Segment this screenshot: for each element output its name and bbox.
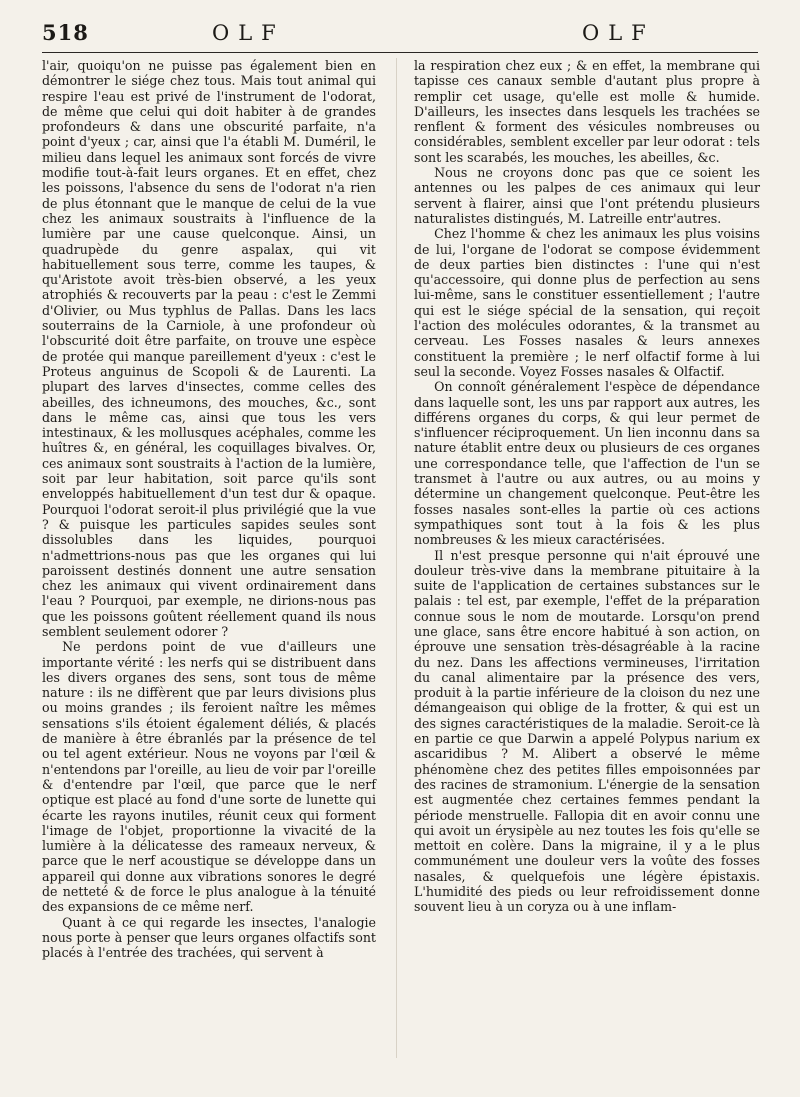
- paragraph: la respiration chez eux ; & en effet, la membrane qui tapisse ces canaux semble d'autant plus propre à remplir cet usage, qu'elle est molle & humide. D'ailleurs, les insectes dans lesquels les trachées se renflent & forment des vésicules nombreuses ou considérables, semblent exceller par leur odorat : tels sont les scarabés, les mouches, les abeilles, &c.: [414, 58, 760, 165]
- column-gutter: [396, 58, 397, 1058]
- paragraph: Chez l'homme & chez les animaux les plus voisins de lui, l'organe de l'odorat se compose évidemment de deux parties bien distinctes : l'une qui n'est qu'accessoire, qui donne plus de perfection au sens lui-même, sans le constituer essentiellement ; l'autre qui est le siége spécial de la sensation, qui reçoit l'action des molécules odorantes, & la transmet au cerveau. Les Fosses nasales & leurs annexes constituent la première ; le nerf olfactif forme à lui seul la seconde. Voyez Fosses nasales & Olfactif.: [414, 226, 760, 379]
- paragraph: Quant à ce qui regarde les insectes, l'analogie nous porte à penser que leurs organes olfactifs sont placés à l'entrée des trachées, qui servent à: [42, 914, 376, 961]
- paragraph: On connoît généralement l'espèce de dépendance dans laquelle sont, les uns par rapport aux autres, les différens organes du corps, & qui leur permet de s'influencer réciproquement. Un lien inconnu dans sa nature établit entre deux ou plusieurs de ces organes une correspondance telle, que l'affection de l'un se transmet à l'autre ou aux autres, ou au moins y détermine un changement quelconque. Peut-être les fosses nasales sont-elles la partie où ces actions sympathiques sont tout à la fois & les plus nombreuses & les mieux caractérisées.: [414, 379, 760, 548]
- page-number: 518: [42, 20, 89, 45]
- running-title-right: OLF: [582, 21, 655, 45]
- paragraph: Il n'est presque personne qui n'ait éprouvé une douleur très-vive dans la membrane pituitaire à la suite de l'application de certaines substances sur le palais : tel est, par exemple, l'effet de la préparation connue sous le nom de moutarde. Lorsqu'on prend une glace, sans être encore habitué à son action, on éprouve une sensation très-désagréable à la racine du nez. Dans les affections vermineuses, l'irritation du canal alimentaire par la présence des vers, produit à la partie inférieure de la cloison du nez une démangeaison qui oblige de la frotter, & qui est un des signes caractéristiques de la maladie. Seroit-ce là en partie ce que Darwin a appelé Polypus narium ex ascaridibus ? M. Alibert a observé le même phénomène chez des petites filles empoisonnées par des racines de stramonium. L'énergie de la sensation est augmentée chez certaines femmes pendant la période menstruelle. Fallopia dit en avoir connu une qui avoit un érysipèle au nez toutes les fois qu'elle se mettoit en colère. Dans la migraine, il y a le plus communément une douleur vers la voûte des fosses nasales, & quelquefois une légère épistaxis. L'humidité des pieds ou leur refroidissement donne souvent lieu à un coryza ou à une inflam-: [414, 547, 760, 915]
- running-title-left: OLF: [212, 21, 285, 45]
- paragraph: Ne perdons point de vue d'ailleurs une importante vérité : les nerfs qui se distribuent dans les divers organes des sens, sont tous de même nature : ils ne diffèrent que par leurs divisions plus ou moins grandes ; ils feroient naître les mêmes sensations s'ils étoient également déliés, & placés de manière à être ébranlés par la présence de tel ou tel agent extérieur. Nous ne voyons par l'œil & n'entendons par l'oreille, au lieu de voir par l'oreille & d'entendre par l'œil, que parce que le nerf optique est placé au fond d'une sorte de lunette qui écarte les rayons inutiles, réunit ceux qui forment l'image de l'objet, proportionne la vivacité de la lumière à la délicatesse des rameaux nerveux, & parce que le nerf acoustique se développe dans un appareil qui donne aux vibrations sonores le degré de netteté & de force le plus analogue à la ténuité des expansions de ce même nerf.: [42, 639, 376, 915]
- paragraph: l'air, quoiqu'on ne puisse pas également bien en démontrer le siége chez tous. Mais tout animal qui respire l'eau est privé de l'instrument de l'odorat, de même que celui qui doit habiter à de grandes profondeurs & dans une obscurité parfaite, n'a point d'yeux ; car, ainsi que l'a établi M. Duméril, le milieu dans lequel les animaux sont forcés de vivre modifie tout-à-fait leurs organes. Et en effet, chez les poissons, l'absence du sens de l'odorat n'a rien de plus étonnant que le manque de celui de la vue chez les animaux soustraits à l'influence de la lumière par une cause quelconque. Ainsi, un quadrupède du genre aspalax, qui vit habituellement sous terre, comme les taupes, & qu'Aristote avoit très-bien observé, a les yeux atrophiés & recouverts par la peau : c'est le Zemmi d'Olivier, ou Mus typhlus de Pallas. Dans les lacs souterrains de la Carniole, à une profondeur où l'obscurité doit être parfaite, on trouve une espèce de protée qui manque pareillement d'yeux : c'est le Proteus anguinus de Scopoli & de Laurenti. La plupart des larves d'insectes, comme celles des abeilles, des ichneumons, des mouches, &c., sont dans le même cas, ainsi que tous les vers intestinaux, & les mollusques acéphales, comme les huîtres &, en général, les coquillages bivalves. Or, ces animaux sont soustraits à l'action de la lumière, soit par leur habitation, soit parce qu'ils sont enveloppés habituellement d'un test dur & opaque. Pourquoi l'odorat seroit-il plus privilégié que la vue ? & puisque les particules sapides seules sont dissolubles dans les liquides, pourquoi n'admettrions-nous pas que les organes qui lui paroissent destinés donnent une autre sensation chez les animaux qui vivent ordinairement dans l'eau ? Pourquoi, par exemple, ne dirions-nous pas que les poissons goûtent réellement quand ils nous semblent seulement odorer ?: [42, 58, 376, 639]
- left-column: [42, 58, 376, 961]
- running-header: [42, 18, 758, 53]
- paragraph: Nous ne croyons donc pas que ce soient les antennes ou les palpes de ces animaux qui leur servent à flairer, ainsi que l'ont prétendu plusieurs naturalistes distingués, M. Latreille entr'autres.: [414, 165, 760, 226]
- right-column: [414, 58, 760, 915]
